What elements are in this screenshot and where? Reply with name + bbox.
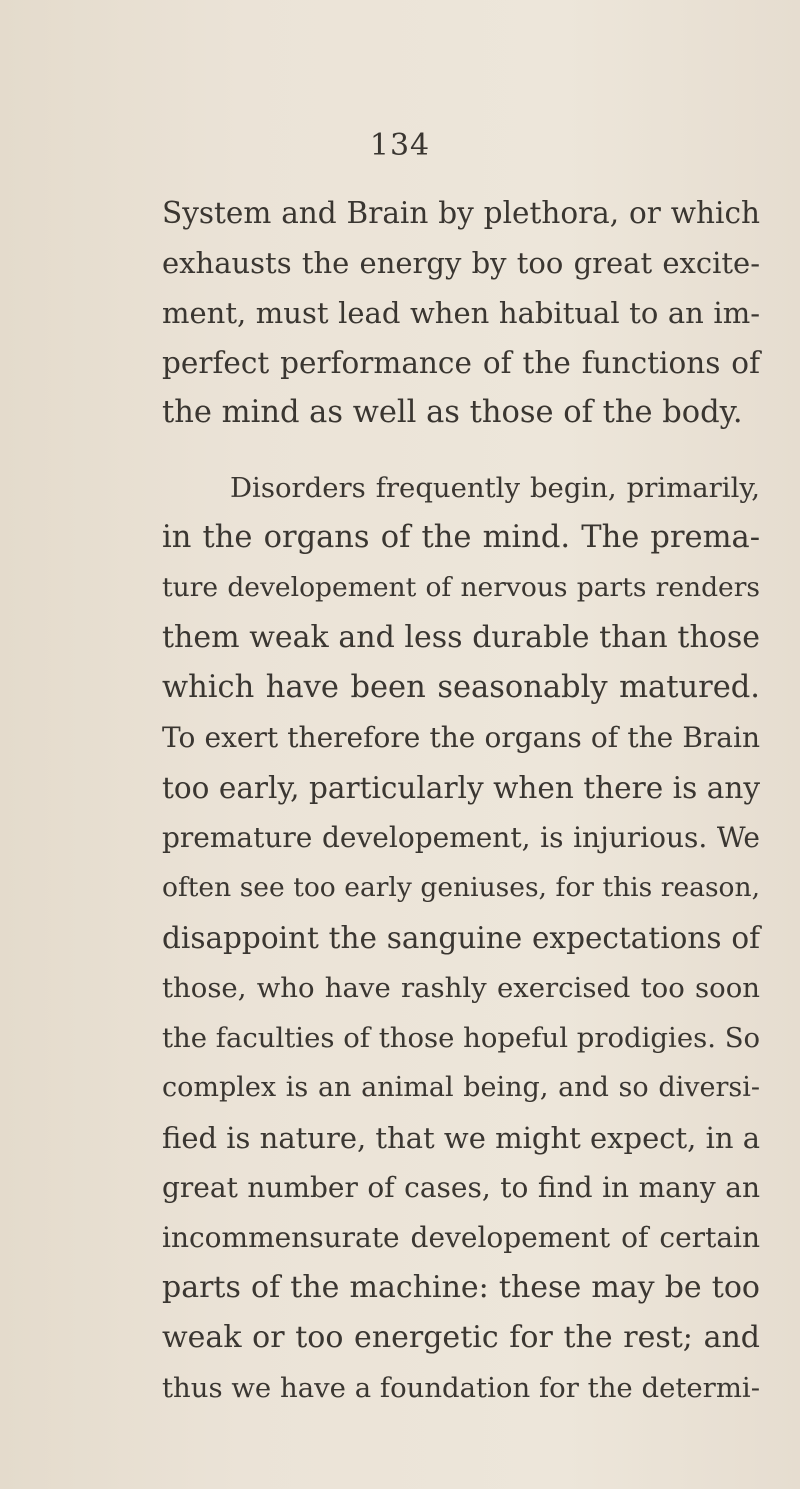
text-line: premature developement, is injurious. We [162,821,760,854]
text-line: weak or too energetic for the rest; and [162,1320,760,1355]
text-line: the mind as well as those of the body. [162,395,743,430]
text-line: ment, must lead when habitual to an im- [162,296,760,330]
text-line: incommensurate developement of certain [162,1221,760,1254]
text-line: complex is an animal being, and so diversi- [162,1072,760,1103]
text-line: those, who have rashly exercised too soon [162,972,760,1004]
text-line: the faculties of those hopeful prodigies. So [162,1022,761,1054]
text-line: which have been seasonably matured. [162,670,760,705]
page-number: 134 [369,128,431,163]
text-line: thus we have a foundation for the determi- [162,1372,760,1404]
text-line: System and Brain by plethora, or which [162,196,760,230]
text-line: too early, particularly when there is any [162,771,760,805]
text-line: To exert therefore the organs of the Brain [162,721,760,754]
text-line: in the organs of the mind. The prema- [162,520,760,555]
text-line: disappoint the sanguine expectations of [162,921,760,955]
text-line: exhausts the energy by too great excite- [162,246,760,280]
text-line: perfect performance of the functions of [162,346,760,380]
text-line: great number of cases, to find in many an [162,1171,760,1204]
text-line: fied is nature, that we might expect, in a [162,1121,761,1155]
text-line: parts of the machine: these may be too [162,1270,760,1305]
text-line: often see too early geniuses, for this reason, [162,872,760,903]
text-line: Disorders frequently begin, primarily, [230,472,760,504]
text-line: ture developement of nervous parts renders [162,572,760,603]
text-line: them weak and less durable than those [162,620,760,655]
